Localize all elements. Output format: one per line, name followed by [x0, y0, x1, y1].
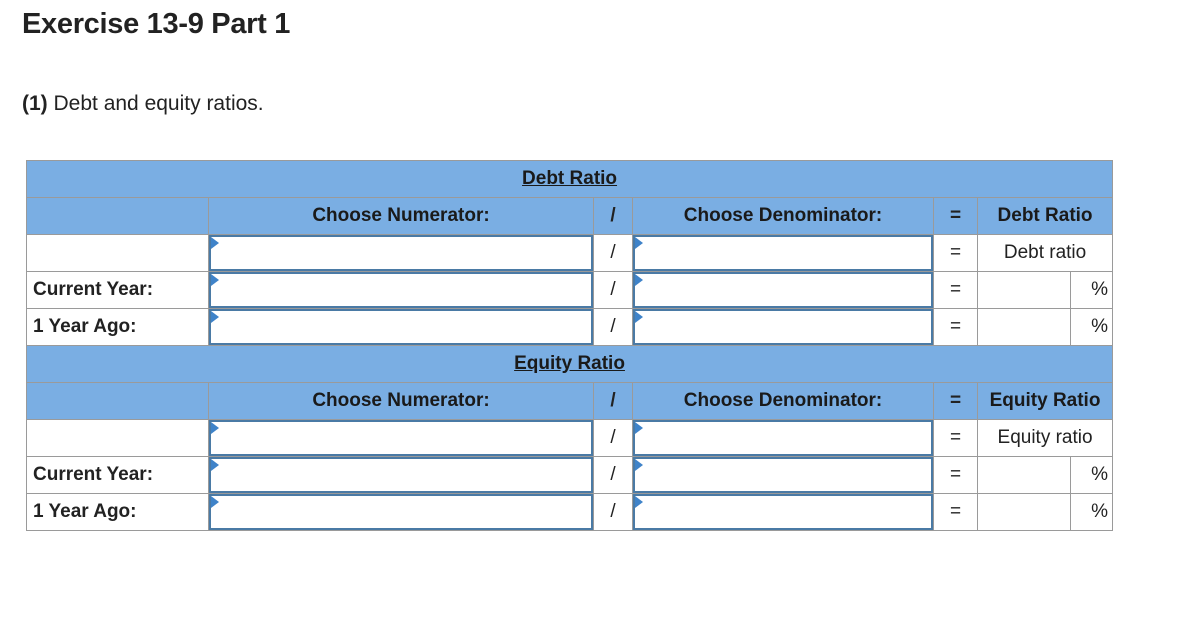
dropdown-marker-icon — [635, 459, 643, 471]
dropdown-box[interactable] — [209, 235, 593, 271]
page-title: Exercise 13-9 Part 1 — [22, 8, 291, 40]
dropdown-marker-icon — [635, 422, 643, 434]
divide-sign: / — [594, 457, 633, 494]
dropdown-box[interactable] — [633, 309, 933, 345]
debt-column-header-row — [27, 198, 1113, 235]
equity-formula-row — [27, 420, 1113, 457]
debt-current-ratio-input[interactable] — [978, 272, 1071, 309]
equity-prior-numerator-select[interactable] — [209, 494, 594, 531]
row-label: Current Year: — [27, 272, 209, 309]
dropdown-marker-icon — [635, 496, 643, 508]
debt-result-header: Debt Ratio — [978, 198, 1113, 235]
percent-unit: % — [1071, 494, 1113, 531]
percent-unit: % — [1071, 272, 1113, 309]
equals-sign: = — [934, 272, 978, 309]
dropdown-marker-icon — [211, 311, 219, 323]
dropdown-box[interactable] — [633, 235, 933, 271]
dropdown-marker-icon — [635, 311, 643, 323]
dropdown-marker-icon — [211, 459, 219, 471]
debt-result-label: Debt ratio — [978, 235, 1113, 272]
dropdown-marker-icon — [635, 237, 643, 249]
ratio-table — [26, 160, 1113, 531]
equity-result-header: Equity Ratio — [978, 383, 1113, 420]
dropdown-box[interactable] — [209, 420, 593, 456]
equity-section-title: Equity Ratio — [27, 346, 1113, 383]
dropdown-box[interactable] — [209, 494, 593, 530]
dropdown-marker-icon — [211, 237, 219, 249]
blank-header-cell — [27, 383, 209, 420]
divide-sign: / — [594, 272, 633, 309]
equals-sign: = — [934, 309, 978, 346]
equity-column-header-row — [27, 383, 1113, 420]
debt-formula-row — [27, 235, 1113, 272]
equals-sign: = — [934, 383, 978, 420]
debt-current-numerator-select[interactable] — [209, 272, 594, 309]
percent-unit: % — [1071, 457, 1113, 494]
divide-sign: / — [594, 235, 633, 272]
equity-current-denominator-select[interactable] — [633, 457, 934, 494]
debt-section-title: Debt Ratio — [27, 161, 1113, 198]
equals-sign: = — [934, 457, 978, 494]
equals-sign: = — [934, 198, 978, 235]
dropdown-marker-icon — [211, 422, 219, 434]
dropdown-box[interactable] — [209, 309, 593, 345]
equity-denominator-select[interactable] — [633, 420, 934, 457]
equals-sign: = — [934, 420, 978, 457]
equity-current-year-row — [27, 457, 1113, 494]
debt-prior-numerator-select[interactable] — [209, 309, 594, 346]
blank-label-cell — [27, 235, 209, 272]
row-label: 1 Year Ago: — [27, 309, 209, 346]
part-subtitle — [22, 92, 264, 116]
equity-current-numerator-select[interactable] — [209, 457, 594, 494]
dropdown-box[interactable] — [209, 457, 593, 493]
divide-sign: / — [594, 198, 633, 235]
dropdown-box[interactable] — [633, 457, 933, 493]
debt-denominator-select[interactable] — [633, 235, 934, 272]
debt-current-year-row — [27, 272, 1113, 309]
row-label: Current Year: — [27, 457, 209, 494]
dropdown-box[interactable] — [633, 420, 933, 456]
equity-result-label: Equity ratio — [978, 420, 1113, 457]
debt-section-header-row — [27, 161, 1113, 198]
dropdown-marker-icon — [635, 274, 643, 286]
blank-header-cell — [27, 198, 209, 235]
divide-sign: / — [594, 383, 633, 420]
equity-current-ratio-input[interactable] — [978, 457, 1071, 494]
divide-sign: / — [594, 309, 633, 346]
part-description: Debt and equity ratios. — [47, 92, 264, 115]
dropdown-box[interactable] — [633, 494, 933, 530]
percent-unit: % — [1071, 309, 1113, 346]
dropdown-box[interactable] — [209, 272, 593, 308]
blank-label-cell — [27, 420, 209, 457]
equity-prior-year-row — [27, 494, 1113, 531]
equals-sign: = — [934, 235, 978, 272]
row-label: 1 Year Ago: — [27, 494, 209, 531]
divide-sign: / — [594, 494, 633, 531]
debt-prior-denominator-select[interactable] — [633, 309, 934, 346]
dropdown-marker-icon — [211, 496, 219, 508]
dropdown-marker-icon — [211, 274, 219, 286]
equity-numerator-header: Choose Numerator: — [209, 383, 594, 420]
debt-denominator-header: Choose Denominator: — [633, 198, 934, 235]
equals-sign: = — [934, 494, 978, 531]
equity-section-header-row — [27, 346, 1113, 383]
part-number: (1) — [22, 92, 48, 115]
dropdown-box[interactable] — [633, 272, 933, 308]
equity-prior-denominator-select[interactable] — [633, 494, 934, 531]
debt-prior-ratio-input[interactable] — [978, 309, 1071, 346]
debt-prior-year-row — [27, 309, 1113, 346]
equity-denominator-header: Choose Denominator: — [633, 383, 934, 420]
divide-sign: / — [594, 420, 633, 457]
equity-prior-ratio-input[interactable] — [978, 494, 1071, 531]
debt-current-denominator-select[interactable] — [633, 272, 934, 309]
equity-numerator-select[interactable] — [209, 420, 594, 457]
debt-numerator-header: Choose Numerator: — [209, 198, 594, 235]
debt-numerator-select[interactable] — [209, 235, 594, 272]
